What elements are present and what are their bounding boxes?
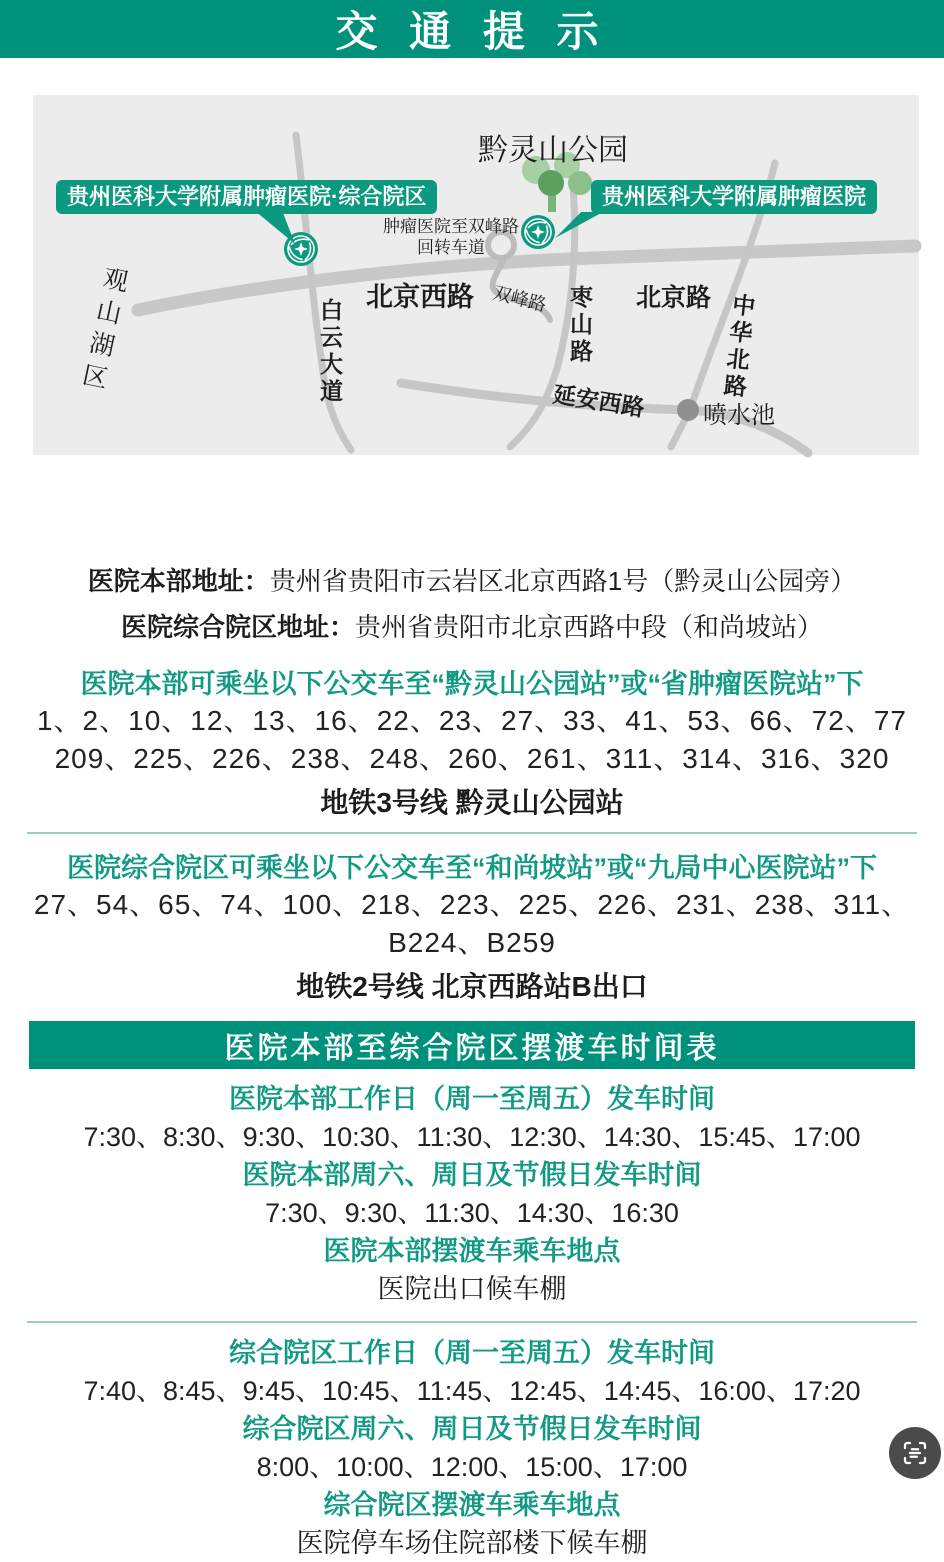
bus-section-branch [0,850,944,1006]
main-weekend-times: 7:30、9:30、11:30、14:30、16:30 [265,1198,679,1228]
fountain-dot [677,399,699,421]
shuttle-block-main [0,1080,944,1308]
branch-weekend-heading: 综合院区周六、周日及节假日发车时间 [242,1414,702,1444]
address-main-label: 医院本部地址： [87,566,270,596]
uturn-note-line1: 肿瘤医院至双峰路 [383,217,519,237]
scan-text-button[interactable] [889,1427,941,1479]
metro-line-2: 地铁2号线 北京西路站B出口 [296,971,648,1002]
branch-location-heading: 综合院区摆渡车乘车地点 [323,1490,621,1520]
main-weekend-heading: 医院本部周六、周日及节假日发车时间 [242,1160,702,1190]
address-branch [0,604,944,650]
label-zaoshan-road: 枣山路 [567,285,593,366]
bus-section-main [0,666,944,822]
uturn-note-line2: 回转车道 [417,238,485,258]
metro-line-3: 地铁3号线 黔灵山公园站 [320,787,624,818]
page-header [0,0,944,58]
address-main-value: 贵州省贵阳市云岩区北京西路1号（黔灵山公园旁） [269,566,857,596]
label-fountain: 喷水池 [703,401,775,429]
branch-weekday-heading: 综合院区工作日（周一至周五）发车时间 [229,1338,715,1368]
address-block [0,558,944,650]
address-branch-value: 贵州省贵阳市北京西路中段（和尚坡站） [355,612,824,642]
branch-location: 医院停车场住院部楼下候车棚 [296,1528,648,1558]
uturn-note [371,217,531,259]
bus-main-line2: 209、225、226、238、248、260、261、311、314、316、320 [54,743,890,774]
page-title: 交 通 提 示 [335,8,609,55]
label-beijing-road: 北京路 [636,284,712,312]
label-beijing-west-road: 北京西路 [366,282,474,312]
badge-main-campus: 贵州医科大学附属肿瘤医院 [591,180,877,214]
shuttle-banner [29,1021,915,1069]
shuttle-banner-title: 医院本部至综合院区摆渡车时间表 [224,1032,720,1065]
main-location-heading: 医院本部摆渡车乘车地点 [323,1236,621,1266]
badge-branch-campus: 贵州医科大学附属肿瘤医院·综合院区 [56,180,437,214]
main-weekday-times: 7:30、8:30、9:30、10:30、11:30、12:30、14:30、15:45、17:00 [83,1122,861,1152]
address-branch-label: 医院综合院区地址： [120,612,355,642]
label-guanshanhu-district: 观山湖区 [75,263,132,399]
section-divider-1 [27,832,917,834]
bus-main-heading: 医院本部可乘坐以下公交车至“黔灵山公园站”或“省肿瘤医院站”下 [80,669,864,699]
location-map [33,95,919,455]
label-yanan-west-road: 延安西路 [551,380,647,422]
label-shuangfeng-road: 双峰路 [490,282,549,317]
bus-main-line1: 1、2、10、12、13、16、22、23、27、33、41、53、66、72、77 [36,705,908,736]
branch-weekday-times: 7:40、8:45、9:45、10:45、11:45、12:45、14:45、16:00、17:20 [83,1376,861,1406]
label-baiyun-avenue: 白云大道 [317,298,343,406]
shuttle-block-branch [0,1334,944,1562]
address-main [0,558,944,604]
scan-text-icon [900,1438,930,1468]
bus-branch-line1: 27、54、65、74、100、218、223、225、226、231、238、311、B224、B259 [33,889,911,958]
label-zhonghua-north-road: 中华北路 [719,291,757,403]
bus-branch-heading: 医院综合院区可乘坐以下公交车至“和尚坡站”或“九局中心医院站”下 [67,853,877,883]
branch-weekend-times: 8:00、10:00、12:00、15:00、17:00 [256,1452,688,1482]
main-location: 医院出口候车棚 [377,1274,567,1304]
park-label: 黔灵山公园 [478,133,628,168]
section-divider-2 [27,1321,917,1323]
main-weekday-heading: 医院本部工作日（周一至周五）发车时间 [229,1084,715,1114]
